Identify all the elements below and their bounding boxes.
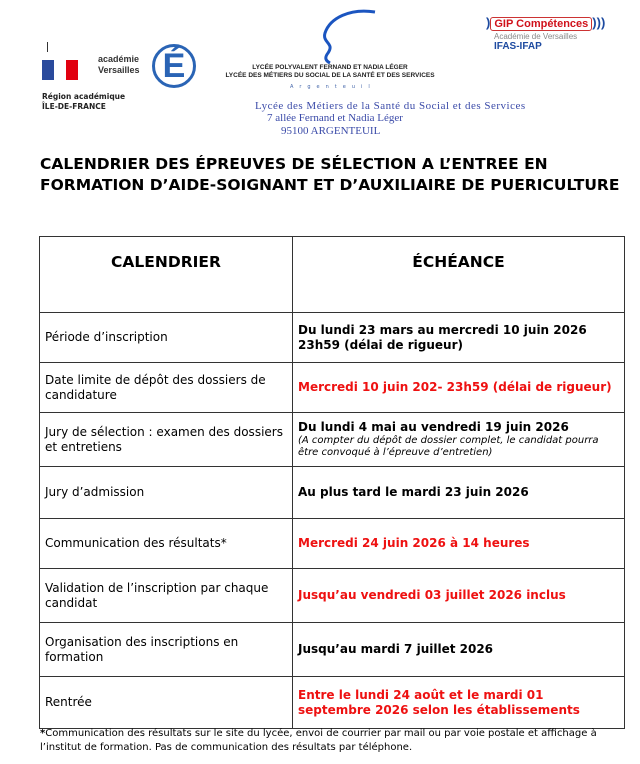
- table-row: [40, 677, 625, 729]
- address-line1: Lycée des Métiers de la Santé du Social et des Services: [255, 100, 526, 112]
- row-label: Période d’inscription: [40, 313, 293, 363]
- page-title: CALENDRIER DES ÉPREUVES DE SÉLECTION A L’ENTREE EN FORMATION D’AIDE-SOIGNANT ET D’AUXILIAIRE DE PUERICULTURE: [40, 155, 620, 194]
- row-value: Jusqu’au vendredi 03 juillet 2026 inclus: [293, 569, 625, 623]
- lycee-swoosh-logo: [300, 8, 380, 64]
- gip-ifas: IFAS-IFAP: [494, 41, 542, 52]
- row-value-main: Du lundi 4 mai au vendredi 19 juin 2026: [298, 420, 569, 434]
- row-value: Entre le lundi 24 août et le mardi 01 septembre 2026 selon les établissements: [293, 677, 625, 729]
- academie-e-logo: É: [152, 44, 196, 88]
- footnote: [40, 727, 630, 755]
- header-calendrier: CALENDRIER: [40, 237, 293, 313]
- footnote-marker: *: [40, 728, 46, 739]
- table-row: [40, 519, 625, 569]
- academie-logo-text: [98, 54, 140, 76]
- gip-subtitle: Académie de Versailles: [494, 32, 578, 41]
- row-label: Jury d’admission: [40, 467, 293, 519]
- header-echeance: ÉCHÉANCE: [293, 237, 625, 313]
- table-row: [40, 363, 625, 413]
- address-line2: 7 allée Fernand et Nadia Léger: [267, 112, 403, 124]
- row-label: Rentrée: [40, 677, 293, 729]
- table-row: [40, 467, 625, 519]
- gip-title: GIP Compétences: [490, 17, 592, 31]
- row-value: Mercredi 24 juin 2026 à 14 heures: [293, 519, 625, 569]
- table-row: [40, 413, 625, 467]
- table-row: [40, 623, 625, 677]
- region-logo-text: [42, 92, 125, 112]
- row-note: (A compter du dépôt de dossier complet, le candidat pourra être convoqué à l’épreuve d’entretien): [298, 435, 599, 458]
- table-row: [40, 313, 625, 363]
- row-value: Mercredi 10 juin 202- 23h59 (délai de rigueur): [293, 363, 625, 413]
- row-label: Organisation des inscriptions en formation: [40, 623, 293, 677]
- republique-francaise-flag-logo: [42, 60, 78, 80]
- row-label: Date limite de dépôt des dossiers de candidature: [40, 363, 293, 413]
- table-header-row: [40, 237, 625, 313]
- lycee-logo-text: [220, 64, 440, 80]
- row-value: Du lundi 23 mars au mercredi 10 juin 2026 23h59 (délai de rigueur): [293, 313, 625, 363]
- lycee-logo-line2: LYCÉE DES MÉTIERS DU SOCIAL DE LA SANTÉ ET DES SERVICES: [225, 72, 435, 79]
- row-label: Jury de sélection : examen des dossiers et entretiens: [40, 413, 293, 467]
- gip-logo: ) GIP Compétences ))) Académie de Versailles IFAS-IFAP: [486, 15, 606, 52]
- row-value: Jusqu’au mardi 7 juillet 2026: [293, 623, 625, 677]
- lycee-logo-line1: LYCÉE POLYVALENT FERNAND ET NADIA LÉGER: [252, 64, 408, 71]
- row-value: [293, 413, 625, 467]
- region-line1: Région académique: [42, 92, 126, 101]
- footnote-text: Communication des résultats sur le site du lycée, envoi de courrier par mail ou par voie postale et affichage à l’institut de formation. Pas de communication des résultats par téléphone.: [40, 728, 597, 753]
- table-row: [40, 569, 625, 623]
- row-value: Au plus tard le mardi 23 juin 2026: [293, 467, 625, 519]
- academie-line2: Versailles: [98, 65, 140, 75]
- row-label: Communication des résultats*: [40, 519, 293, 569]
- academie-line1: académie: [98, 54, 140, 64]
- region-line2: ÎLE-DE-FRANCE: [42, 102, 106, 111]
- address-line3: 95100 ARGENTEUIL: [281, 125, 381, 137]
- lycee-logo-city: Argenteuil: [290, 84, 376, 90]
- divider: [47, 42, 48, 52]
- calendar-table: [39, 236, 625, 729]
- row-label: Validation de l’inscription par chaque candidat: [40, 569, 293, 623]
